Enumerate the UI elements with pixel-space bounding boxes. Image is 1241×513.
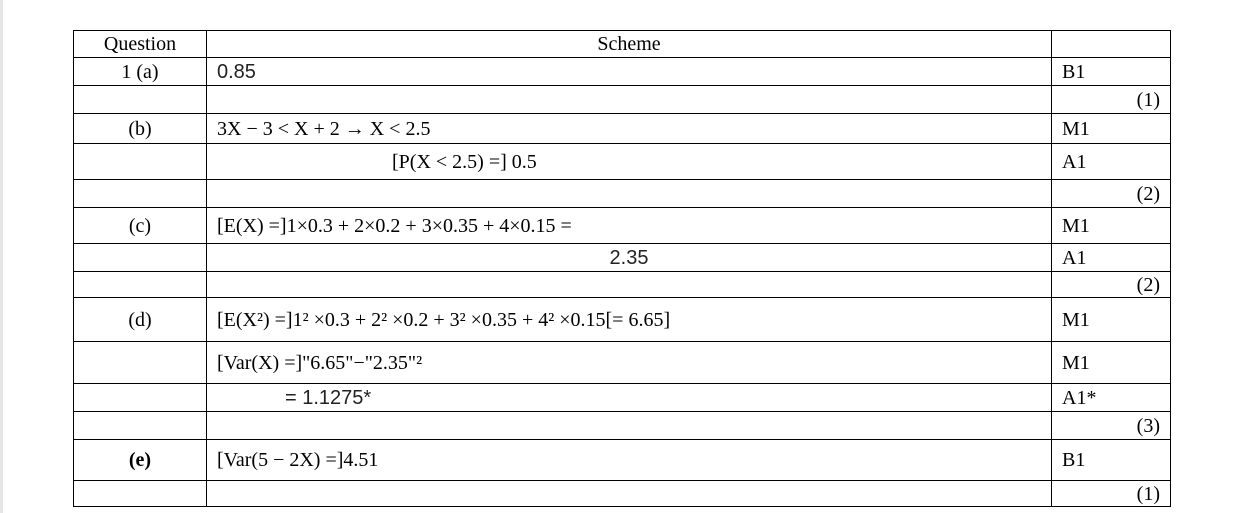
scheme-cell (207, 272, 1052, 298)
scheme-cell (207, 86, 1052, 114)
scheme-cell: [E(X²) =]1² ×0.3 + 2² ×0.2 + 3² ×0.35 + 4² ×0.15[= 6.65] (207, 298, 1052, 342)
table-row (74, 384, 1171, 412)
scheme-cell: [Var(X) =]"6.65"−"2.35"² (207, 342, 1052, 384)
table-row (74, 298, 1171, 342)
mark-cell: B1 (1052, 58, 1171, 86)
page-edge (0, 0, 3, 513)
table-row (74, 481, 1171, 507)
scheme-header: Scheme (207, 31, 1052, 58)
question-label (74, 144, 207, 180)
question-label (74, 481, 207, 507)
table-row (74, 342, 1171, 384)
question-label: (d) (74, 298, 207, 342)
mark-cell: M1 (1052, 208, 1171, 244)
table-row (74, 244, 1171, 272)
scheme-cell (207, 481, 1052, 507)
scheme-cell: = 1.1275* (207, 384, 1052, 412)
question-label (74, 342, 207, 384)
table-row (74, 144, 1171, 180)
question-label (74, 180, 207, 208)
question-label: (b) (74, 114, 207, 144)
mark-cell: B1 (1052, 440, 1171, 481)
table-row (74, 412, 1171, 440)
mark-cell: A1* (1052, 384, 1171, 412)
scheme-cell: 3X − 3 < X + 2 → X < 2.5 (207, 114, 1052, 144)
table-row (74, 208, 1171, 244)
table-row (74, 86, 1171, 114)
scheme-cell: [E(X) =]1×0.3 + 2×0.2 + 3×0.35 + 4×0.15 = (207, 208, 1052, 244)
scheme-cell (207, 412, 1052, 440)
total-marks: (1) (1052, 86, 1171, 114)
mark-scheme-table (73, 30, 1171, 507)
total-marks: (3) (1052, 412, 1171, 440)
question-label (74, 244, 207, 272)
total-marks: (1) (1052, 481, 1171, 507)
mark-cell: A1 (1052, 244, 1171, 272)
table-row (74, 272, 1171, 298)
total-marks: (2) (1052, 180, 1171, 208)
question-label (74, 272, 207, 298)
question-label: (e) (74, 440, 207, 481)
scheme-cell (207, 180, 1052, 208)
scheme-cell: 2.35 (207, 244, 1052, 272)
mark-cell: A1 (1052, 144, 1171, 180)
scheme-cell: 0.85 (207, 58, 1052, 86)
mark-cell: M1 (1052, 298, 1171, 342)
table-row (74, 440, 1171, 481)
scheme-cell: [P(X < 2.5) =] 0.5 (207, 144, 1052, 180)
table-row (74, 180, 1171, 208)
question-header: Question (74, 31, 207, 58)
question-label: 1 (a) (74, 58, 207, 86)
question-label: (c) (74, 208, 207, 244)
table-row (74, 114, 1171, 144)
marks-header (1052, 31, 1171, 58)
question-label (74, 412, 207, 440)
total-marks: (2) (1052, 272, 1171, 298)
question-label (74, 86, 207, 114)
mark-cell: M1 (1052, 342, 1171, 384)
question-label (74, 384, 207, 412)
mark-cell: M1 (1052, 114, 1171, 144)
header-row (74, 31, 1171, 58)
scheme-cell: [Var(5 − 2X) =]4.51 (207, 440, 1052, 481)
table-row (74, 58, 1171, 86)
